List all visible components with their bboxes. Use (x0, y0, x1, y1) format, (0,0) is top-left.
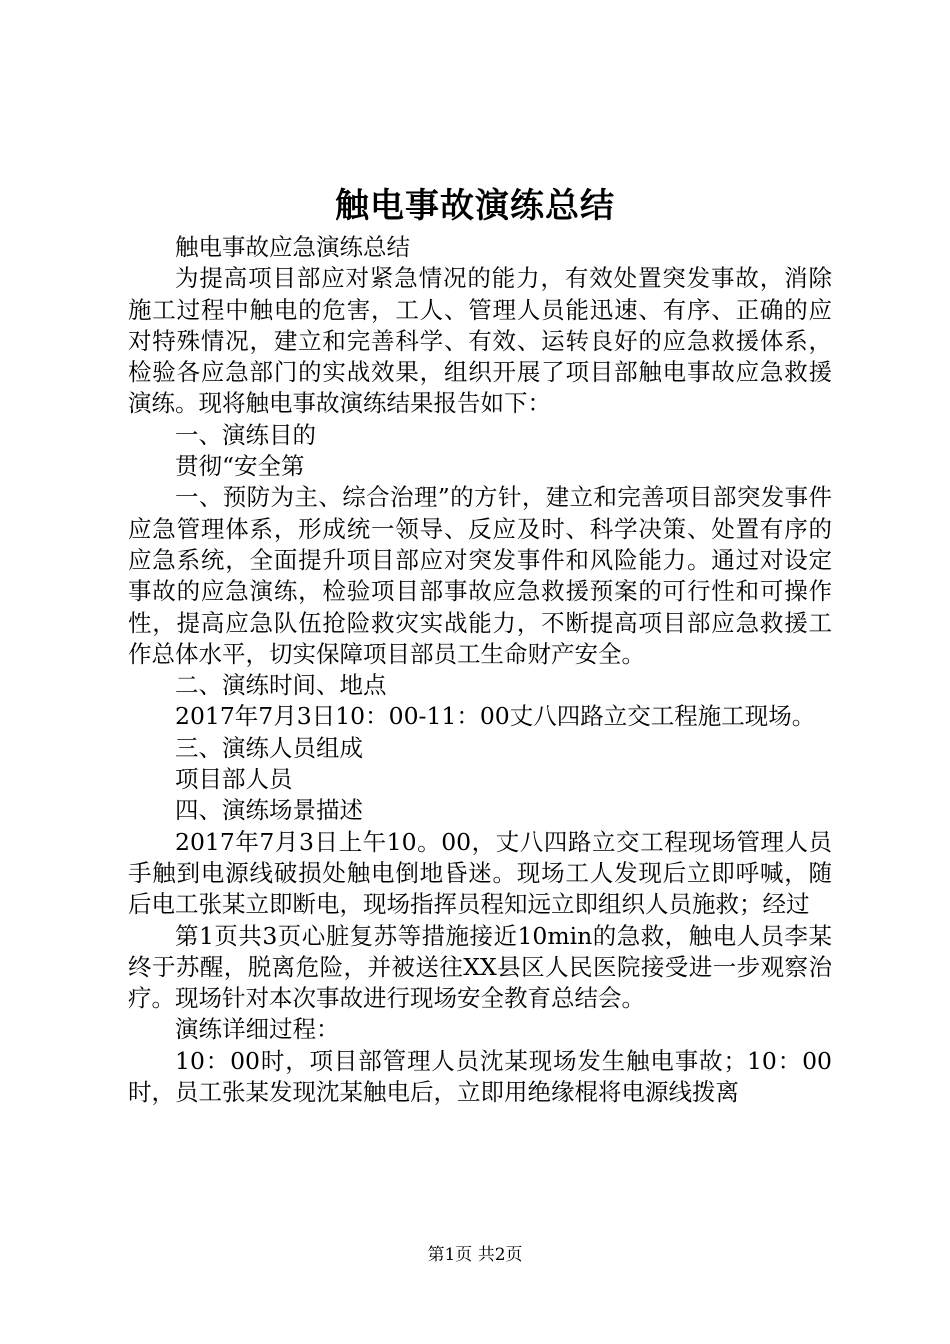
paragraph-rescue: 第1页共3页心脏复苏等措施接近10min的急救，触电人员李某终于苏醒，脱离危险，并被送往XX县区人民医院接受进一步观察治疗。现场针对本次事故进行现场安全教育总结会。 (128, 921, 832, 1013)
paragraph-policy-start: 贯彻“安全第 (175, 452, 305, 481)
paragraph-scenario: 2017年7月3日上午10。00，丈八四路立交工程现场管理人员手触到电源线破损处触电倒地昏迷。现场工人发现后立即呼喊，随后电工张某立即断电，现场指挥员程知远立即组织人员施救；经过 (128, 827, 832, 919)
paragraph-intro: 为提高项目部应对紧急情况的能力，有效处置突发事故，消除施工过程中触电的危害，工人、管理人员能迅速、有序、正确的应对特殊情况，建立和完善科学、有效、运转良好的应急救援体系，检验各应急部门的实战效果，组织开展了项目部触电事故应急救援演练。现将触电事故演练结果报告如下： (128, 264, 832, 418)
paragraph-subtitle: 触电事故应急演练总结 (175, 233, 410, 261)
heading-process: 演练详细过程： (175, 1015, 340, 1044)
heading-personnel: 三、演练人员组成 (175, 733, 363, 762)
heading-time-place: 二、演练时间、地点 (175, 671, 387, 700)
paragraph-personnel: 项目部人员 (175, 765, 293, 794)
paragraph-time-place: 2017年7月3日10：00-11：00丈八四路立交工程施工现场。 (175, 702, 816, 731)
heading-scenario: 四、演练场景描述 (175, 796, 363, 825)
heading-purpose: 一、演练目的 (175, 420, 316, 449)
page-footer: 第1页 共2页 (427, 1245, 523, 1265)
document-body (128, 232, 832, 1108)
paragraph-process: 10：00时，项目部管理人员沈某现场发生触电事故；10：00时，员工张某发现沈某触电后，立即用绝缘棍将电源线拨离 (128, 1046, 832, 1107)
document-title: 触电事故演练总结 (335, 186, 615, 226)
paragraph-policy: 一、预防为主、综合治理”的方针，建立和完善项目部突发事件应急管理体系，形成统一领导、反应及时、科学决策、处置有序的应急系统，全面提升项目部应对突发事件和风险能力。通过对设定事故的应急演练，检验项目部事故应急救援预案的可行性和可操作性，提高应急队伍抢险救灾实战能力，不断提高项目部应急救援工作总体水平，切实保障项目部员工生命财产安全。 (128, 483, 832, 668)
